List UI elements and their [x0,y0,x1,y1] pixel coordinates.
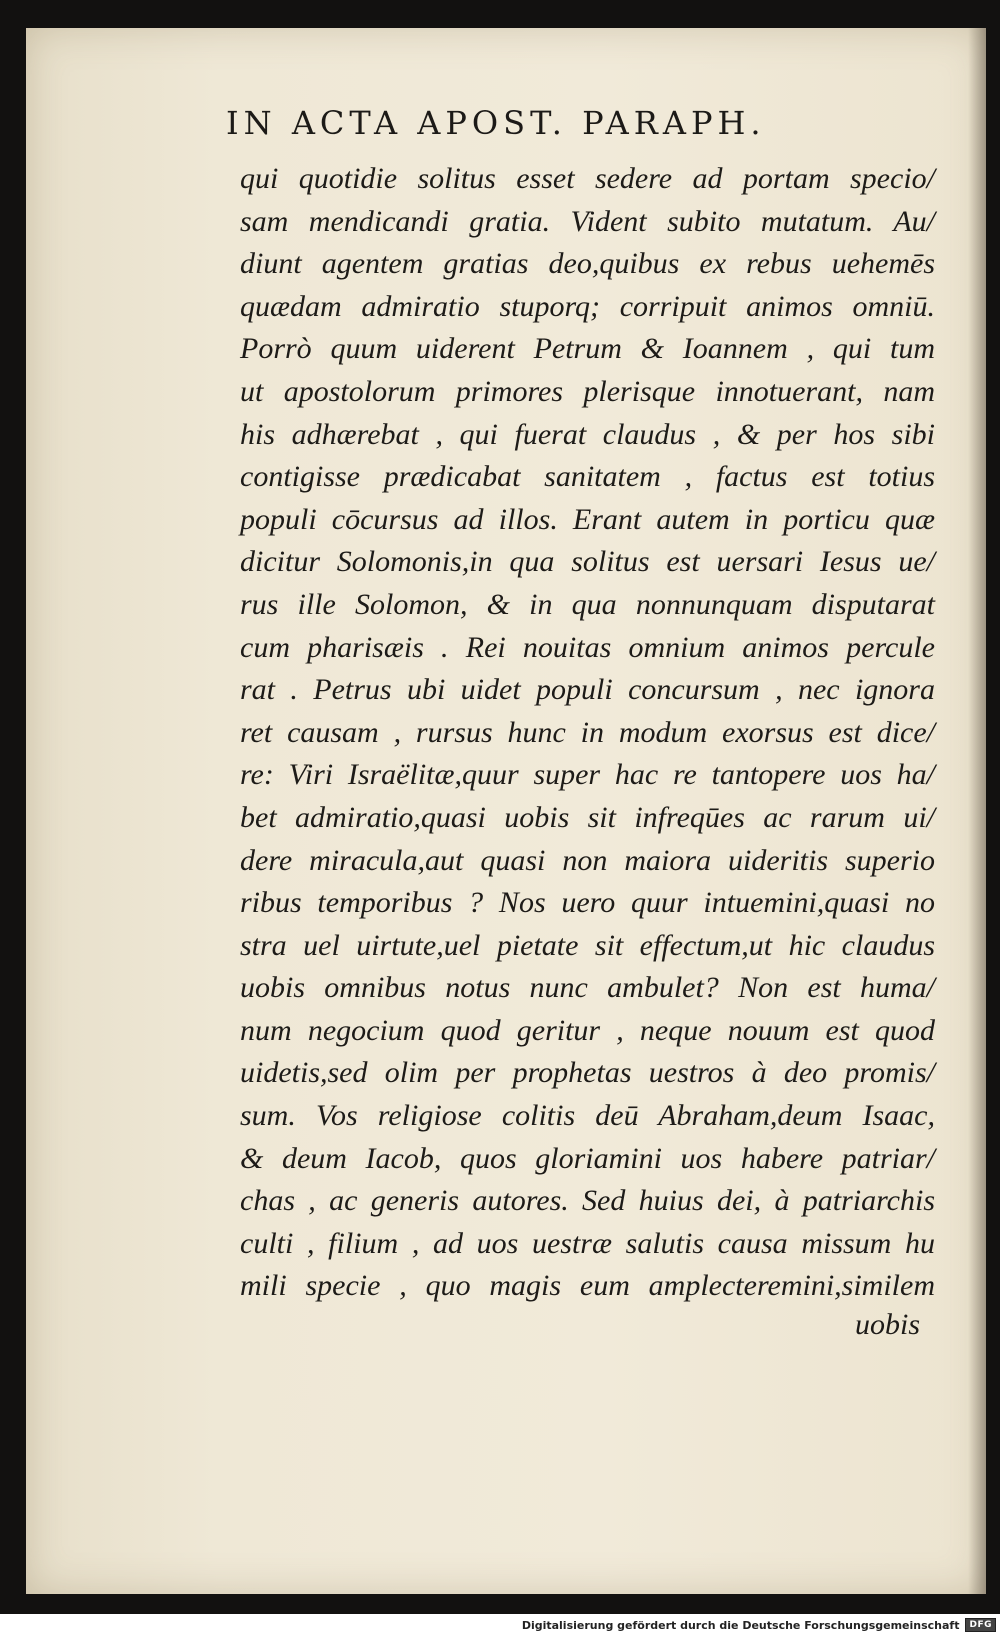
text-line: stra uel uirtute,uel pietate sit effectum,ut hic claudus [240,928,935,962]
text-line: & deum Iacob, quos gloriamini uos habere patriar/ [240,1141,935,1175]
text-line: bet admiratio,quasi uobis sit infreqūes ac rarum ui/ [240,800,935,834]
text-line: uobis omnibus notus nunc ambulet? Non est huma/ [240,971,935,1005]
funding-credit: Digitalisierung gefördert durch die Deutsche Forschungsgemeinschaft [521,1618,960,1632]
text-line: re: Viri Israëlitæ,quur super hac re tantopere uos ha/ [240,758,935,792]
text-line: ret causam , rursus hunc in modum exorsus est dice/ [240,715,935,749]
text-line: uidetis,sed olim per prophetas uestros à deo promis/ [240,1056,935,1090]
running-head: IN ACTA APOST. PARAPH. [226,104,766,142]
text-line: dere miracula,aut quasi non maiora uideritis superio [240,843,935,877]
text-line: sam mendicandi gratia. Vident subito mutatum. Au/ [240,204,935,238]
text-line: rat . Petrus ubi uidet populi concursum , nec ignora [240,673,935,707]
text-line: sum. Vos religiose colitis deū Abraham,deum Isaac, [240,1099,935,1133]
text-line: culti , filium , ad uos uestræ salutis causa missum hu [240,1226,935,1260]
text-line: populi cōcursus ad illos. Erant autem in porticu quæ [240,502,935,536]
text-line: dicitur Solomonis,in qua solitus est uersari Iesus ue/ [240,545,935,579]
text-line: quædam admiratio stuporq; corripuit animos omniū. [240,289,935,323]
text-line: num negocium quod geritur , neque nouum est quod [240,1013,935,1047]
text-line: cum pharisæis . Rei nouitas omnium animos percule [240,630,935,664]
text-line: chas , ac generis autores. Sed huius dei, à patriarchis [240,1184,935,1218]
text-line: mili specie , quo magis eum amplecteremini,similem [240,1269,935,1303]
footer-bar [0,1614,1000,1636]
catchword: uobis [854,1308,920,1341]
text-line: ut apostolorum primores plerisque innotuerant, nam [240,374,935,408]
text-line: qui quotidie solitus esset sedere ad portam specio/ [240,162,935,195]
page-edge-shadow [968,28,986,1594]
text-line: his adhærebat , qui fuerat claudus , & per hos sibi [240,417,935,451]
dfg-logo-icon: DFG [965,1618,996,1632]
text-line: rus ille Solomon, & in qua nonnunquam disputarat [240,587,935,621]
text-line: contigisse prædicabat sanitatem , factus est totius [240,460,935,494]
text-line: ribus temporibus ? Nos uero quur intuemini,quasi no [240,886,935,920]
text-line: diunt agentem gratias deo,quibus ex rebus uehemēs [240,247,935,281]
text-line: Porrò quum uiderent Petrum & Ioannem , qui tum [240,332,935,366]
body-text [240,158,935,1308]
